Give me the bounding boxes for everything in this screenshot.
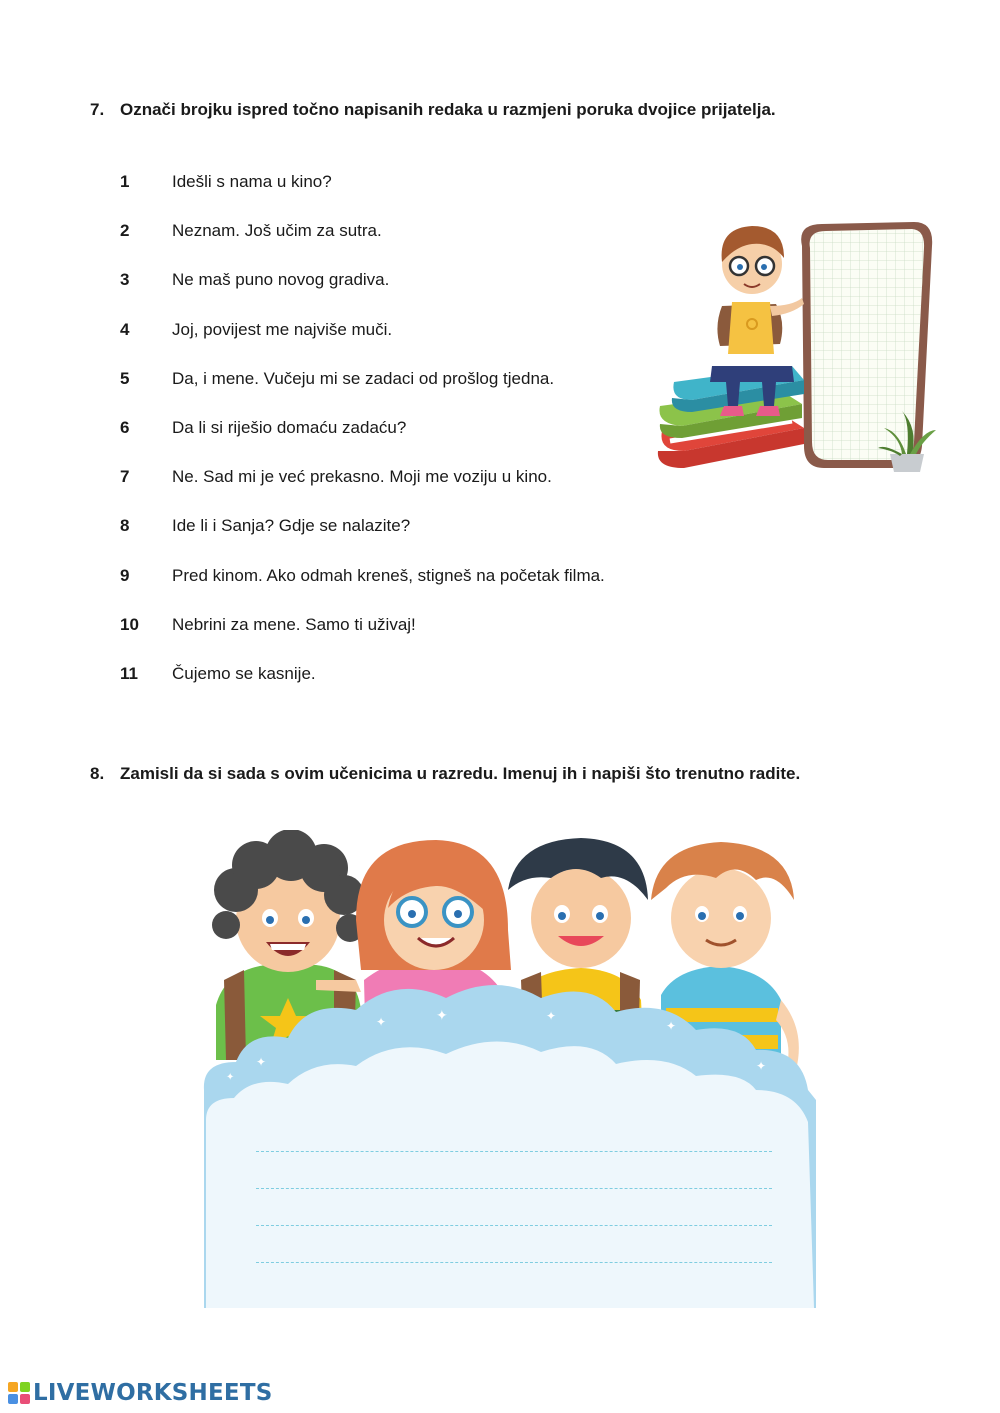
line-text: Neznam. Još učim za sutra.	[172, 221, 382, 241]
question-8-number: 8.	[90, 764, 105, 783]
line-text: Joj, povijest me najviše muči.	[172, 319, 393, 339]
brand-logo-square	[8, 1382, 18, 1392]
line-text: Ne maš puno novog gradiva.	[172, 270, 390, 290]
list-item	[120, 467, 605, 516]
line-text: Ide li i Sanja? Gdje se nalazite?	[172, 516, 411, 536]
list-item	[120, 221, 605, 270]
list-item	[120, 516, 605, 565]
writing-line[interactable]	[256, 1225, 772, 1226]
line-text: Idešli s nama u kino?	[172, 172, 332, 191]
brand-logo-square	[20, 1382, 30, 1392]
question-8-title	[90, 764, 800, 784]
line-number-button[interactable]: 9	[120, 565, 130, 585]
kids-cloud-illustration	[196, 830, 826, 1310]
line-number-button[interactable]: 5	[120, 368, 130, 388]
brand-name: LIVEWORKSHEETS	[33, 1380, 273, 1406]
line-number-button[interactable]: 3	[120, 270, 130, 290]
list-item	[120, 172, 605, 221]
question-7-instruction: Označi brojku ispred točno napisanih redaka u razmjeni poruka dvojice prijatelja.	[120, 100, 776, 119]
svg-text:✦: ✦	[226, 1072, 235, 1083]
line-number-button[interactable]: 10	[120, 614, 139, 634]
svg-text:✦: ✦	[436, 1008, 448, 1024]
line-text: Da li si riješio domaću zadaću?	[172, 417, 407, 437]
boy-on-books-illustration	[652, 206, 942, 486]
svg-text:✦: ✦	[546, 1009, 557, 1023]
line-number-button[interactable]: 8	[120, 516, 130, 536]
writing-line[interactable]	[256, 1262, 772, 1263]
svg-text:✦: ✦	[666, 1019, 677, 1033]
svg-text:✦: ✦	[756, 1059, 767, 1073]
line-text: Da, i mene. Vučeju mi se zadaci od prošlog tjedna.	[172, 368, 555, 388]
liveworksheets-brand[interactable]	[8, 1380, 272, 1406]
list-item	[120, 566, 605, 615]
line-text: Pred kinom. Ako odmah kreneš, stigneš na početak filma.	[172, 565, 605, 585]
line-number-button[interactable]: 2	[120, 221, 130, 241]
brand-logo-square	[8, 1394, 18, 1404]
cloud-writing-board	[204, 985, 816, 1308]
line-number-button[interactable]: 1	[120, 172, 130, 191]
writing-line[interactable]	[256, 1151, 772, 1152]
list-item	[120, 270, 605, 319]
brand-logo-icon	[8, 1382, 30, 1404]
brand-logo-square	[20, 1394, 30, 1404]
list-item	[120, 664, 605, 713]
line-text: Nebrini za mene. Samo ti uživaj!	[172, 614, 416, 634]
line-number-button[interactable]: 4	[120, 319, 130, 339]
question-8-instruction: Zamisli da si sada s ovim učenicima u razredu. Imenuj ih i napiši što trenutno radite.	[120, 764, 801, 783]
line-text: Ne. Sad mi je već prekasno. Moji me voziju u kino.	[172, 467, 552, 487]
list-item	[120, 369, 605, 418]
svg-text:✦: ✦	[376, 1015, 387, 1029]
question-7-title	[90, 100, 776, 120]
svg-text:✦: ✦	[256, 1055, 267, 1069]
list-item	[120, 320, 605, 369]
line-text: Čujemo se kasnije.	[172, 663, 316, 683]
message-lines-list	[120, 172, 605, 713]
writing-line[interactable]	[256, 1188, 772, 1189]
line-number-button[interactable]: 11	[120, 663, 138, 683]
line-number-button[interactable]: 6	[120, 417, 130, 437]
list-item	[120, 418, 605, 467]
list-item	[120, 615, 605, 664]
question-7-number: 7.	[90, 100, 105, 119]
line-number-button[interactable]: 7	[120, 467, 130, 487]
